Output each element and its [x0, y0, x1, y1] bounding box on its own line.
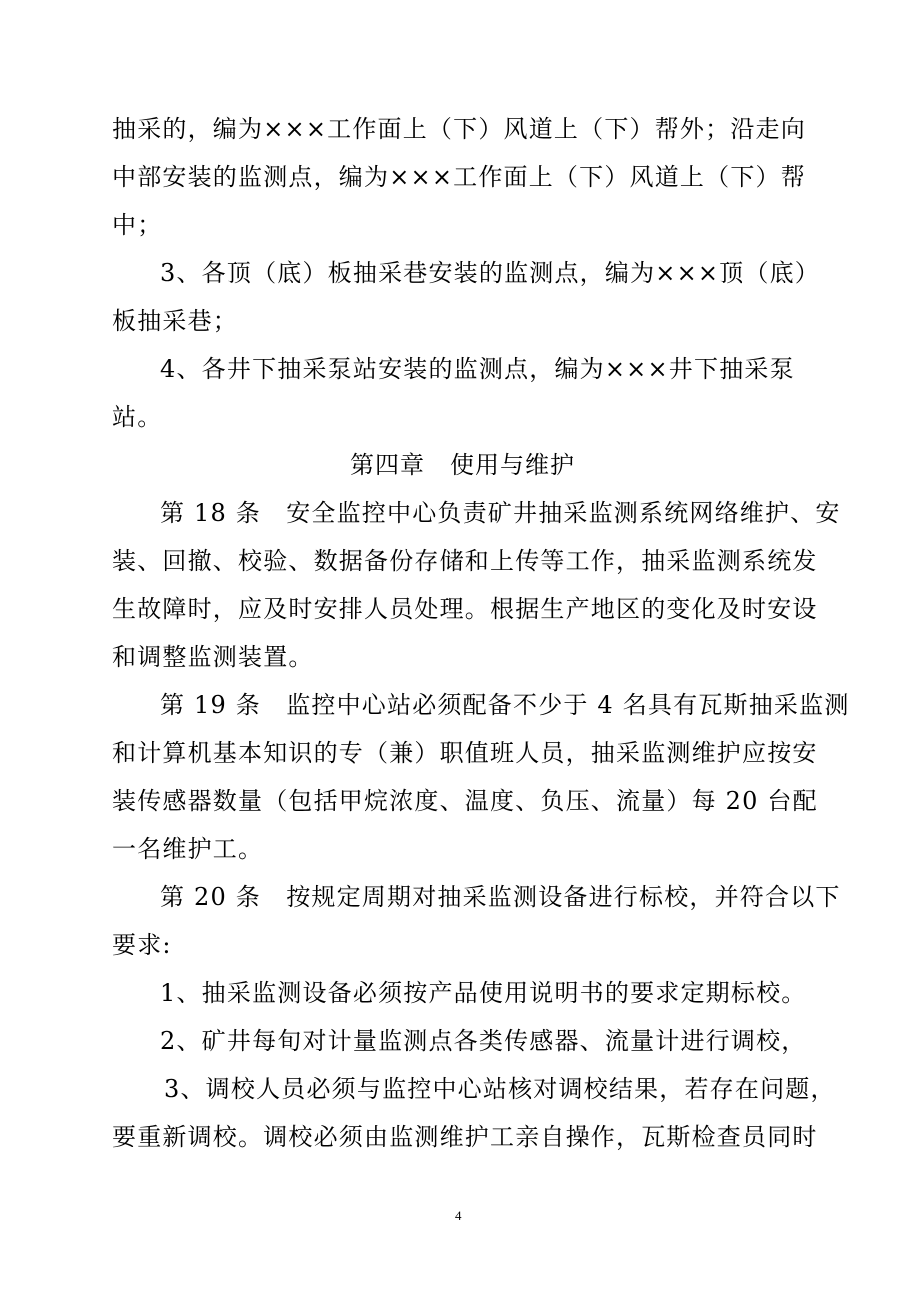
text-line-4: 3、各顶（底）板抽采巷安装的监测点，编为×××顶（底） [160, 259, 820, 287]
text-line-2: 中部安装的监测点，编为×××工作面上（下）风道上（下）帮 [112, 163, 806, 191]
text-line-5: 板抽采巷； [112, 307, 238, 335]
text-line-10: 装、回撤、校验、数据备份存储和上传等工作，抽采监测系统发 [112, 547, 818, 575]
text-line-15: 装传感器数量（包括甲烷浓度、温度、负压、流量）每 20 台配 [112, 787, 818, 815]
text-line-19: 1、抽采监测设备必须按产品使用说明书的要求定期标校。 [160, 979, 807, 1007]
text-line-20: 2、矿井每旬对计量监测点各类传感器、流量计进行调校， [160, 1027, 807, 1055]
text-line-21: 3、调校人员必须与监控中心站核对调校结果，若存在问题， [164, 1075, 836, 1103]
text-line-1: 抽采的，编为×××工作面上（下）风道上（下）帮外；沿走向 [112, 115, 806, 143]
text-line-17: 第 20 条 按规定周期对抽采监测设备进行标校，并符合以下 [160, 883, 841, 911]
text-line-14: 和计算机基本知识的专（兼）职值班人员，抽采监测维护应按安 [112, 739, 818, 767]
text-line-9: 第 18 条 安全监控中心负责矿井抽采监测系统网络维护、安 [160, 499, 841, 527]
text-line-3: 中； [112, 211, 163, 239]
page-number: 4 [455, 1208, 462, 1223]
text-line-12: 和调整监测装置。 [112, 643, 314, 671]
text-line-11: 生故障时，应及时安排人员处理。根据生产地区的变化及时安设 [112, 595, 818, 623]
chapter-heading: 第四章 使用与维护 [350, 451, 575, 479]
text-line-18: 要求: [112, 931, 172, 959]
text-line-16: 一名维护工。 [112, 835, 264, 863]
text-line-7: 站。 [112, 403, 163, 431]
text-line-6: 4、各井下抽采泵站安装的监测点，编为×××井下抽采泵 [160, 355, 795, 383]
text-line-22: 要重新调校。调校必须由监测维护工亲自操作，瓦斯检查员同时 [112, 1123, 818, 1151]
text-line-13: 第 19 条 监控中心站必须配备不少于 4 名具有瓦斯抽采监测 [160, 691, 850, 719]
